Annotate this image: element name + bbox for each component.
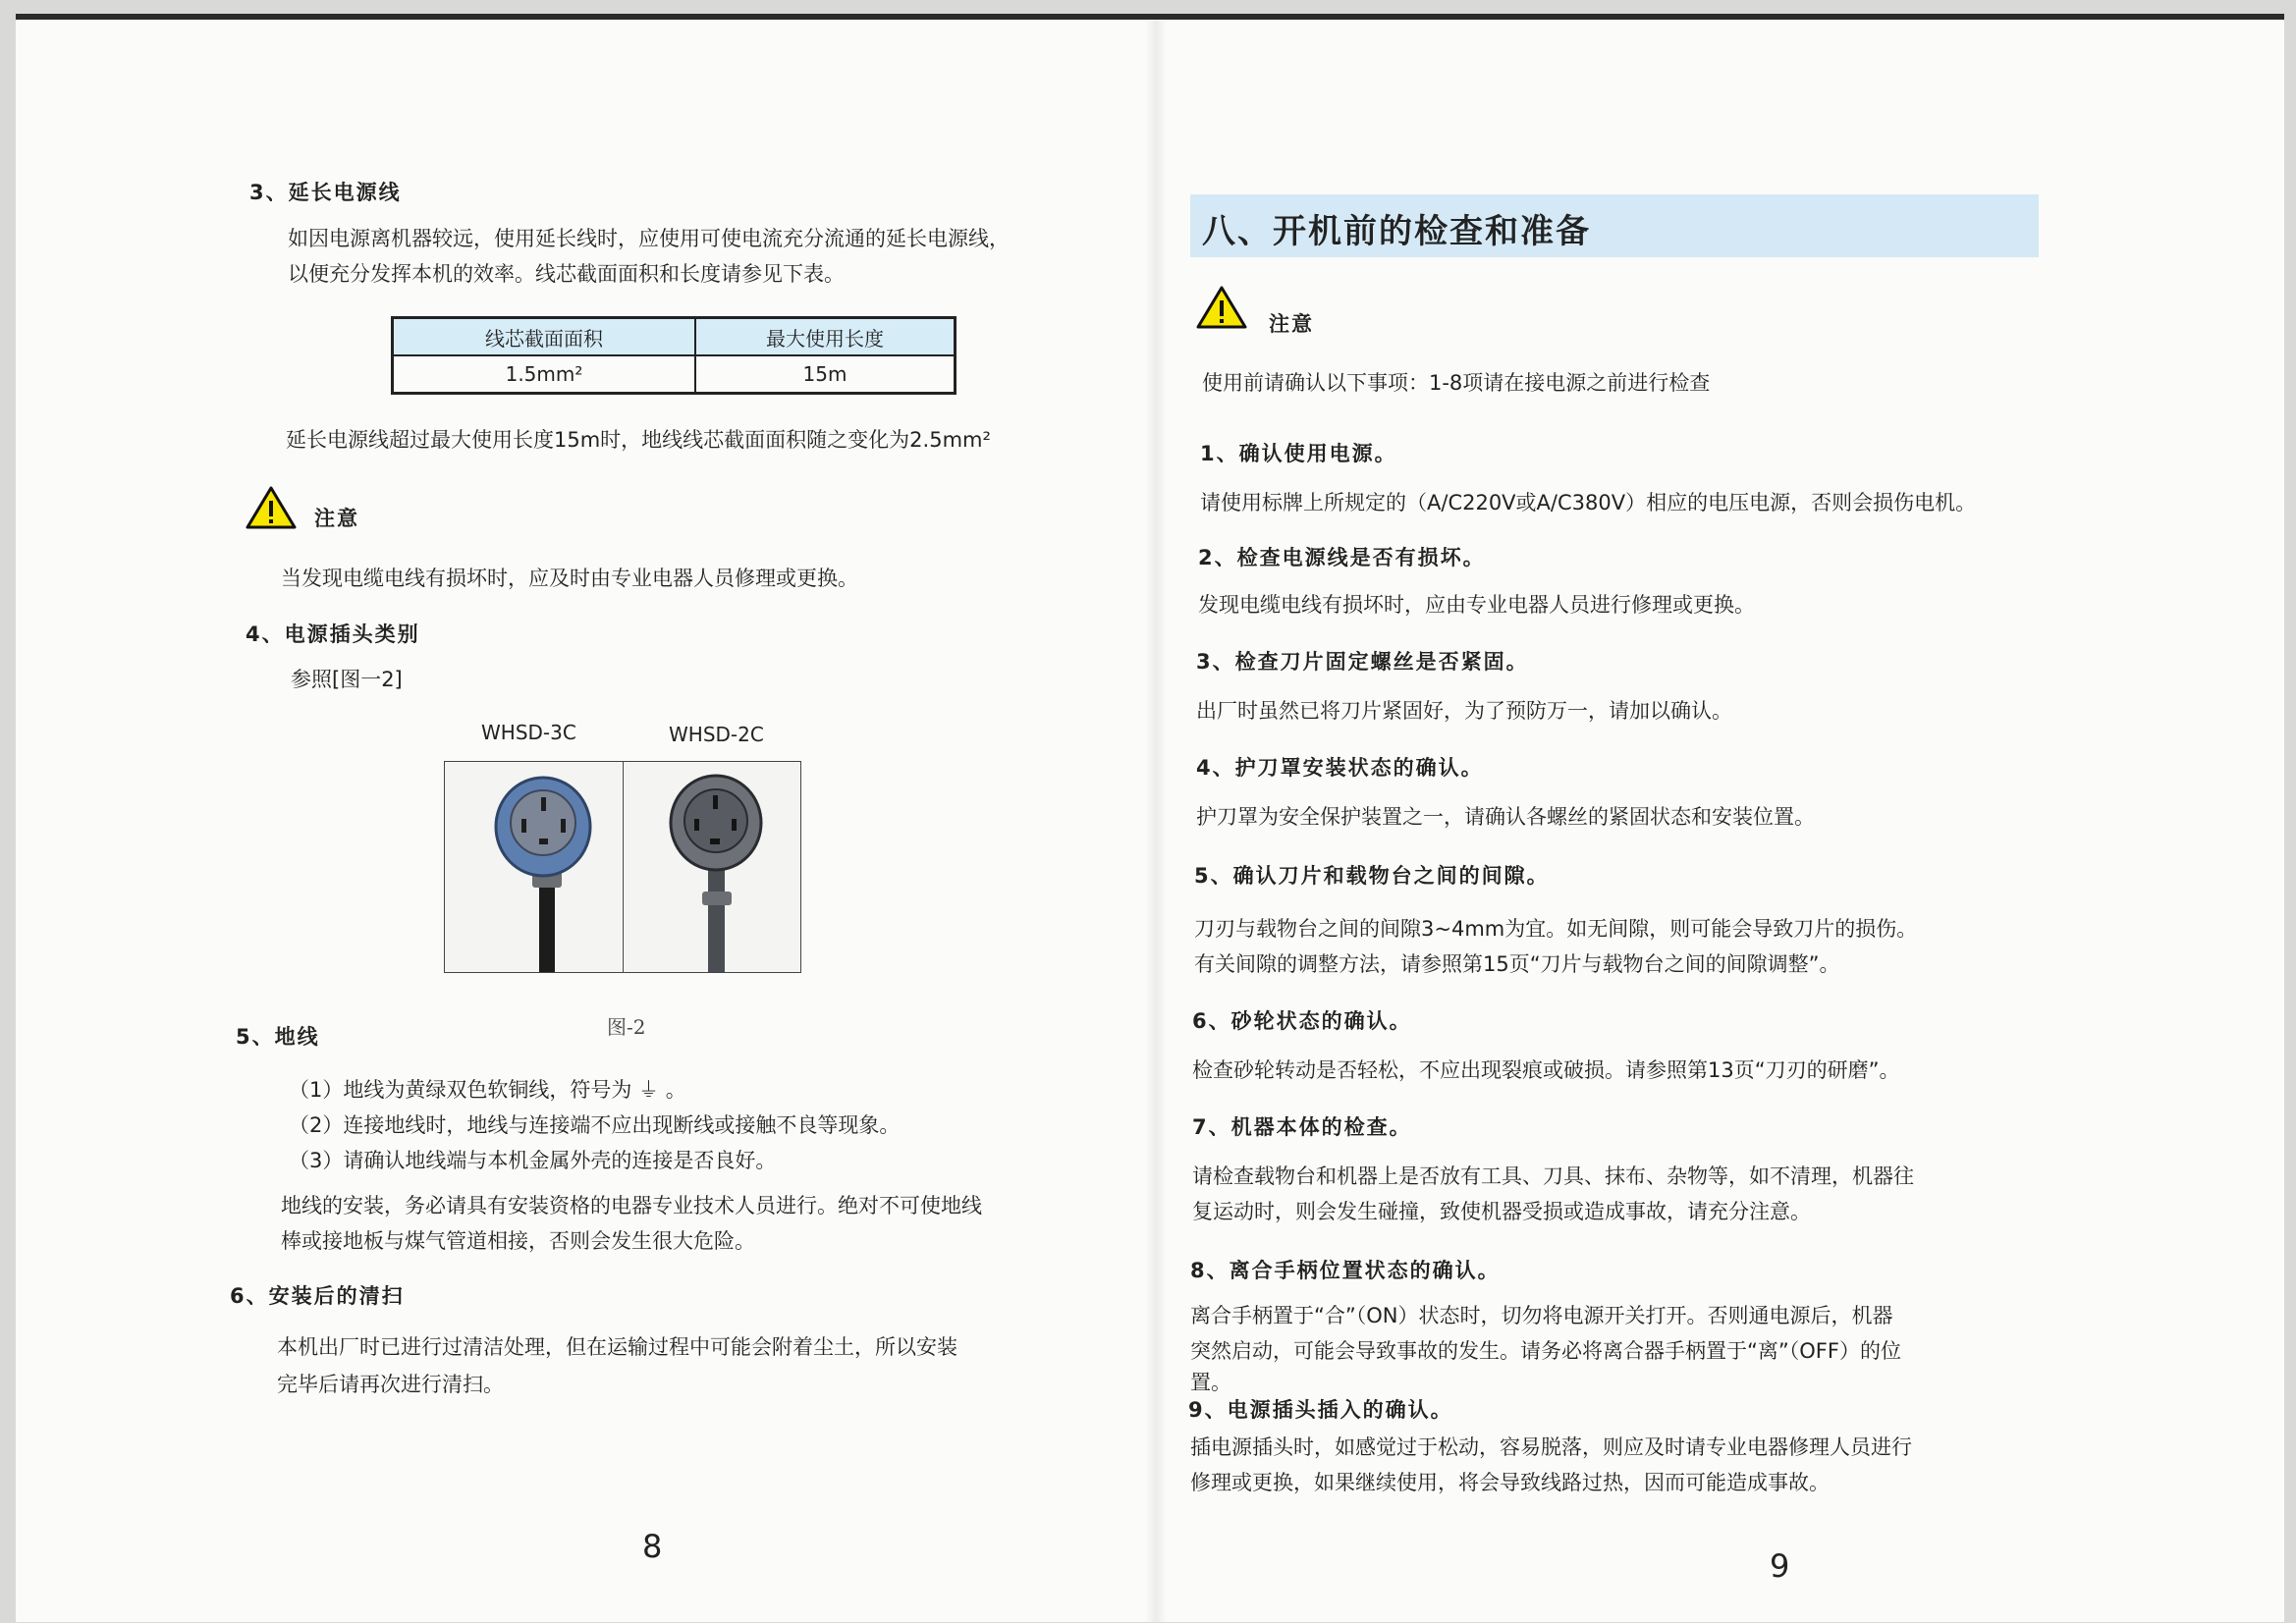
manual-spread (16, 14, 2284, 1622)
check-item-8-text-line-2: 突然启动，可能会导致事故的发生。请务必将离合器手柄置于“离”（OFF）的位 (1190, 1339, 1901, 1363)
plug-3c-image (445, 762, 622, 972)
page-left (16, 20, 1155, 1622)
chapter-title-bar (1190, 194, 2039, 257)
section-3-text-line-2: 以便充分发挥本机的效率。线芯截面面积和长度请参见下表。 (288, 262, 845, 286)
check-item-2-heading: 2、检查电源线是否有损坏。 (1198, 546, 1486, 569)
check-item-6-text: 检查砂轮转动是否轻松，不应出现裂痕或破损。请参照第13页“刀刃的研磨”。 (1192, 1058, 1900, 1082)
section-5-heading: 5、地线 (236, 1025, 320, 1049)
check-item-3-heading: 3、检查刀片固定螺丝是否紧固。 (1196, 650, 1529, 674)
section-4-heading: 4、电源插头类别 (246, 622, 420, 646)
check-item-1-heading: 1、确认使用电源。 (1200, 442, 1397, 465)
page-number-right: 9 (1770, 1547, 1790, 1585)
section-6-heading: 6、安装后的清扫 (230, 1284, 405, 1308)
warning-icon (246, 485, 297, 530)
check-item-3-text: 出厂时虽然已将刀片紧固好，为了预防万一，请加以确认。 (1196, 699, 1732, 723)
page-right (1155, 20, 2284, 1622)
warning-icon (1196, 285, 1247, 330)
check-item-5-text-line-2: 有关间隙的调整方法，请参照第15页“刀片与载物台之间的间隙调整”。 (1194, 952, 1840, 976)
note-text: 当发现电缆电线有损坏时，应及时由专业电器人员修理或更换。 (281, 567, 858, 590)
grounding-item: （1）地线为黄绿双色软铜线，符号为 ⏚ 。 (289, 1078, 686, 1102)
check-item-4-heading: 4、护刀罩安装状态的确认。 (1196, 756, 1484, 780)
check-item-7-heading: 7、机器本体的检查。 (1192, 1115, 1412, 1139)
table-header-cell: 最大使用长度 (695, 318, 956, 356)
table-cell: 15m (695, 355, 956, 394)
figure-label-3c: WHSD-3C (481, 721, 576, 744)
check-item-1-text: 请使用标牌上所规定的（A/C220V或A/C380V）相应的电压电源，否则会损伤电机。 (1200, 491, 1977, 514)
grounding-item: （2）连接地线时，地线与连接端不应出现断线或接触不良等现象。 (289, 1113, 901, 1137)
check-item-2-text: 发现电缆电线有损坏时，应由专业电器人员进行修理或更换。 (1198, 593, 1755, 617)
check-item-7-text-line-1: 请检查载物台和机器上是否放有工具、刀具、抹布、杂物等，如不清理，机器往 (1192, 1164, 1914, 1188)
section-6-text-line-2: 完毕后请再次进行清扫。 (277, 1373, 504, 1396)
check-item-8-text-line-1: 离合手柄置于“合”（ON）状态时，切勿将电源开关打开。否则通电源后，机器 (1190, 1304, 1893, 1327)
table-cell: 1.5mm² (393, 355, 696, 394)
section-6-text-line-1: 本机出厂时已进行过清洁处理，但在运输过程中可能会附着尘土，所以安装 (277, 1335, 957, 1359)
plug-2c-image (624, 762, 800, 972)
grounding-item: （3）请确认地线端与本机金属外壳的连接是否良好。 (289, 1149, 777, 1172)
check-item-7-text-line-2: 复运动时，则会发生碰撞，致使机器受损或造成事故，请充分注意。 (1192, 1200, 1811, 1223)
page-number-left: 8 (642, 1528, 663, 1565)
chapter-title: 八、开机前的检查和准备 (1202, 212, 1591, 251)
figure-reference: 参照[图一2] (291, 668, 403, 691)
cable-spec-table (391, 316, 957, 395)
note-label: 注意 (1269, 312, 1314, 336)
section-3-after-table: 延长电源线超过最大使用长度15m时，地线线芯截面面积随之变化为2.5mm² (286, 428, 991, 452)
check-intro: 使用前请确认以下事项：1-8项请在接电源之前进行检查 (1202, 371, 1711, 395)
section-5-text-line-2: 棒或接地板与煤气管道相接，否则会发生很大危险。 (281, 1229, 755, 1253)
check-item-8-text-line-3: 置。 (1190, 1371, 1231, 1394)
note-label: 注意 (314, 507, 359, 530)
check-item-9-text-line-2: 修理或更换，如果继续使用，将会导致线路过热，因而可能造成事故。 (1190, 1471, 1830, 1494)
section-3-text-line-1: 如因电源离机器较远，使用延长线时，应使用可使电流充分流通的延长电源线， (288, 227, 1010, 250)
figure-label-2c: WHSD-2C (669, 723, 764, 746)
check-item-5-text-line-1: 刀刃与载物台之间的间隙3~4mm为宜。如无间隙，则可能会导致刀片的损伤。 (1194, 917, 1918, 941)
table-row (393, 355, 956, 394)
check-item-8-heading: 8、离合手柄位置状态的确认。 (1190, 1259, 1501, 1282)
plug-figure (444, 761, 801, 973)
check-item-6-heading: 6、砂轮状态的确认。 (1192, 1009, 1412, 1033)
check-item-5-heading: 5、确认刀片和载物台之间的间隙。 (1194, 864, 1550, 888)
check-item-4-text: 护刀罩为安全保护装置之一，请确认各螺丝的紧固状态和安装位置。 (1196, 805, 1815, 829)
plug-photo-2c (623, 762, 800, 972)
check-item-9-heading: 9、电源插头插入的确认。 (1188, 1398, 1453, 1422)
plug-photo-3c (445, 762, 622, 972)
check-item-9-text-line-1: 插电源插头时，如感觉过于松动，容易脱落，则应及时请专业电器修理人员进行 (1190, 1435, 1912, 1459)
section-3-heading: 3、延长电源线 (249, 181, 402, 204)
figure-caption: 图-2 (607, 1015, 646, 1039)
table-header-row (393, 318, 956, 356)
table-header-cell: 线芯截面面积 (393, 318, 696, 356)
section-5-text-line-1: 地线的安装，务必请具有安装资格的电器专业技术人员进行。绝对不可使地线 (281, 1194, 982, 1217)
